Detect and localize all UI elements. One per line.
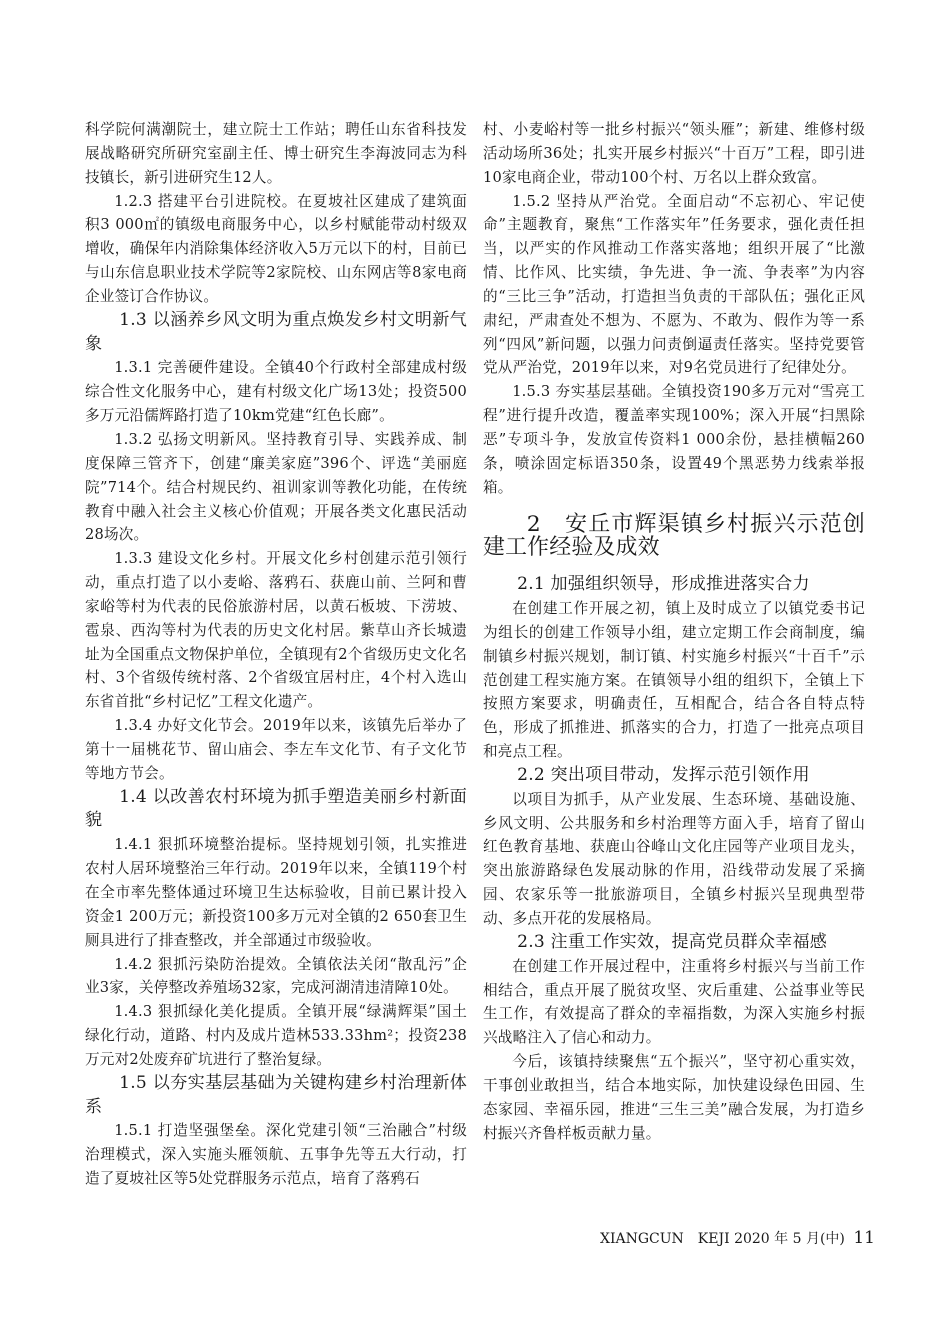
right-column [483, 118, 865, 1145]
section-heading-1-5: 1.5 以夯实基层基础为关键构建乡村治理新体系 [85, 1072, 467, 1117]
page-footer [600, 1228, 890, 1248]
paragraph-1-3-2: 1.3.2 弘扬文明新风。坚持教育引导、实践养成、制度保障三管齐下，创建“廉美家庭”396个、评选“美丽庭院”714个。结合村规民约、祖训家训等教化功能，在传统教育中融入社会主义核心价值观；开展各类文化惠民活动28场次。 [85, 430, 467, 544]
section-heading-1-3: 1.3 以涵养乡风文明为重点焕发乡村文明新气象 [85, 309, 467, 354]
section-heading-2: 2 安丘市辉渠镇乡村振兴示范创建工作经验及成效 [483, 511, 865, 561]
paragraph-continued: 科学院何满潮院士，建立院士工作站；聘任山东省科技发展战略研究所研究室副主任、博士研究生李海波同志为科技镇长，新引进研究生12人。 [85, 121, 467, 186]
paragraph-2-3: 在创建工作开展过程中，注重将乡村振兴与当前工作相结合，重点开展了脱贫攻坚、灾后重建、公益事业等民生工作，有效提高了群众的幸福指数，为深入实施乡村振兴战略注入了信心和动力。 [483, 957, 865, 1047]
paragraph-1-4-2: 1.4.2 狠抓污染防治提效。全镇依法关闭“散乱污”企业3家，关停整改养殖场32家，完成河湖清违清障10处。 [85, 955, 467, 997]
paragraph-1-3-4: 1.3.4 办好文化节会。2019年以来，该镇先后举办了第十一届桃花节、留山庙会、李左车文化节、有子文化节等地方节会。 [85, 717, 467, 782]
paragraph-1-3-3: 1.3.3 建设文化乡村。开展文化乡村创建示范引领行动，重点打造了以小麦峪、落鸦石、获鹿山前、兰阿和曹家峪等村为代表的民俗旅游村居，以黄石板坡、下涝坡、雹泉、西沟等村为代表的历史文化村居。紫草山齐长城遗址为全国重点文物保护单位，全镇现有2个省级历史文化名村、3个省级传统村落、2个省级宜居村庄，4个村入选山东省首批“乡村记忆”工程文化遗产。 [85, 550, 467, 711]
section-heading-2-3: 2.3 注重工作实效，提高党员群众幸福感 [517, 931, 827, 952]
paragraph-2-2: 以项目为抓手，从产业发展、生态环境、基础设施、乡风文明、公共服务和乡村治理等方面入手，培育了留山红色教育基地、获鹿山谷峰山文化庄园等产业项目龙头，突出旅游路绿色发展动脉的作用，沿线带动发展了采摘园、农家乐等一批旅游项目，全镇乡村振兴呈现典型带动、多点开花的发展格局。 [483, 790, 865, 927]
paragraph-1-4-3: 1.4.3 狠抓绿化美化提质。全镇开展“绿满辉渠”国土绿化行动，道路、村内及成片造林533.33hm²；投资238万元对2处废弃矿坑进行了整治复绿。 [85, 1003, 467, 1068]
paragraph-1-5-3: 1.5.3 夯实基层基础。全镇投资190多万元对“雪亮工程”进行提升改造，覆盖率实现100%；深入开展“扫黑除恶”专项斗争，发放宣传资料1 000余份，悬挂横幅260条，喷涂固定标语350条，设置49个黑恶势力线索举报箱。 [483, 383, 865, 496]
paragraph-1-4-1: 1.4.1 狠抓环境整治提标。坚持规划引领，扎实推进农村人居环境整治三年行动。2019年以来，全镇119个村在全市率先整体通过环境卫生达标验收，目前已累计投入资金1 200万元；新投资100多万元对全镇的2 650套卫生厕具进行了排查整改，并全部通过市级验收。 [85, 836, 467, 949]
paragraph-1-2-3: 1.2.3 搭建平台引进院校。在夏坡社区建成了建筑面积3 000㎡的镇级电商服务中心，以乡村赋能带动村级双增收，确保年内消除集体经济收入5万元以下的村，目前已与山东信息职业技术学院等2家院校、山东网店等8家电商企业签订合作协议。 [85, 192, 467, 305]
journal-name: XIANGCUN KEJI 2020 年 5 月(中) [600, 1231, 845, 1247]
left-column [85, 118, 467, 1191]
paragraph-1-5-1: 1.5.1 打造坚强堡垒。深化党建引领“三治融合”村级治理模式，深入实施头雁领航、五事争先等五大行动，打造了夏坡社区等5处党群服务示范点，培育了落鸦石 [85, 1122, 467, 1188]
section-heading-2-2: 2.2 突出项目带动，发挥示范引领作用 [517, 764, 810, 785]
paragraph-2-1: 在创建工作开展之初，镇上及时成立了以镇党委书记为组长的创建工作领导小组，建立定期工作会商制度，编制镇乡村振兴规划，制订镇、村实施乡村振兴“十百千”示范创建工程实施方案。在镇领导小组的组织下，全镇上下按照方案要求，明确责任，互相配合，结合各自特点特色，形成了抓推进、抓落实的合力，打造了一批亮点项目和亮点工程。 [483, 600, 865, 761]
section-heading-1-4: 1.4 以改善农村环境为抓手塑造美丽乡村新面貌 [85, 786, 467, 831]
paragraph-1-5-2: 1.5.2 坚持从严治党。全面启动“不忘初心、牢记使命”主题教育，聚焦“工作落实年”任务要求，强化责任担当，以严实的作风推动工作落实落地；组织开展了“比激情、比作风、比实绩，争先进、争一流、争表率”为内容的“三比三争”活动，打造担当负责的干部队伍；强化正风肃纪，严肃查处不想为、不愿为、不敢为、假作为等一系列“四风”新问题，以强力问责倒逼责任落实。坚持党要管党从严治党，2019年以来，对9名党员进行了纪律处分。 [483, 192, 865, 377]
section-heading-2-1: 2.1 加强组织领导，形成推进落实合力 [517, 574, 810, 595]
paragraph-outlook: 今后，该镇持续聚焦“五个振兴”，坚守初心重实效，干事创业敢担当，结合本地实际，加快建设绿色田园、生态家园、幸福乐园，推进“三生三美”融合发展，为打造乡村振兴齐鲁样板贡献力量。 [483, 1053, 865, 1142]
paragraph-1-3-1: 1.3.1 完善硬件建设。全镇40个行政村全部建成村级综合性文化服务中心，建有村级文化广场13处；投资500多万元沿儒辉路打造了10km党建“红色长廊”。 [85, 359, 467, 425]
paragraph-continued: 村、小麦峪村等一批乡村振兴“领头雁”；新建、维修村级活动场所36处；扎实开展乡村振兴“十百万”工程，即引进10家电商企业，带动100个村、万名以上群众致富。 [483, 121, 865, 186]
page-number: 11 [853, 1228, 875, 1248]
